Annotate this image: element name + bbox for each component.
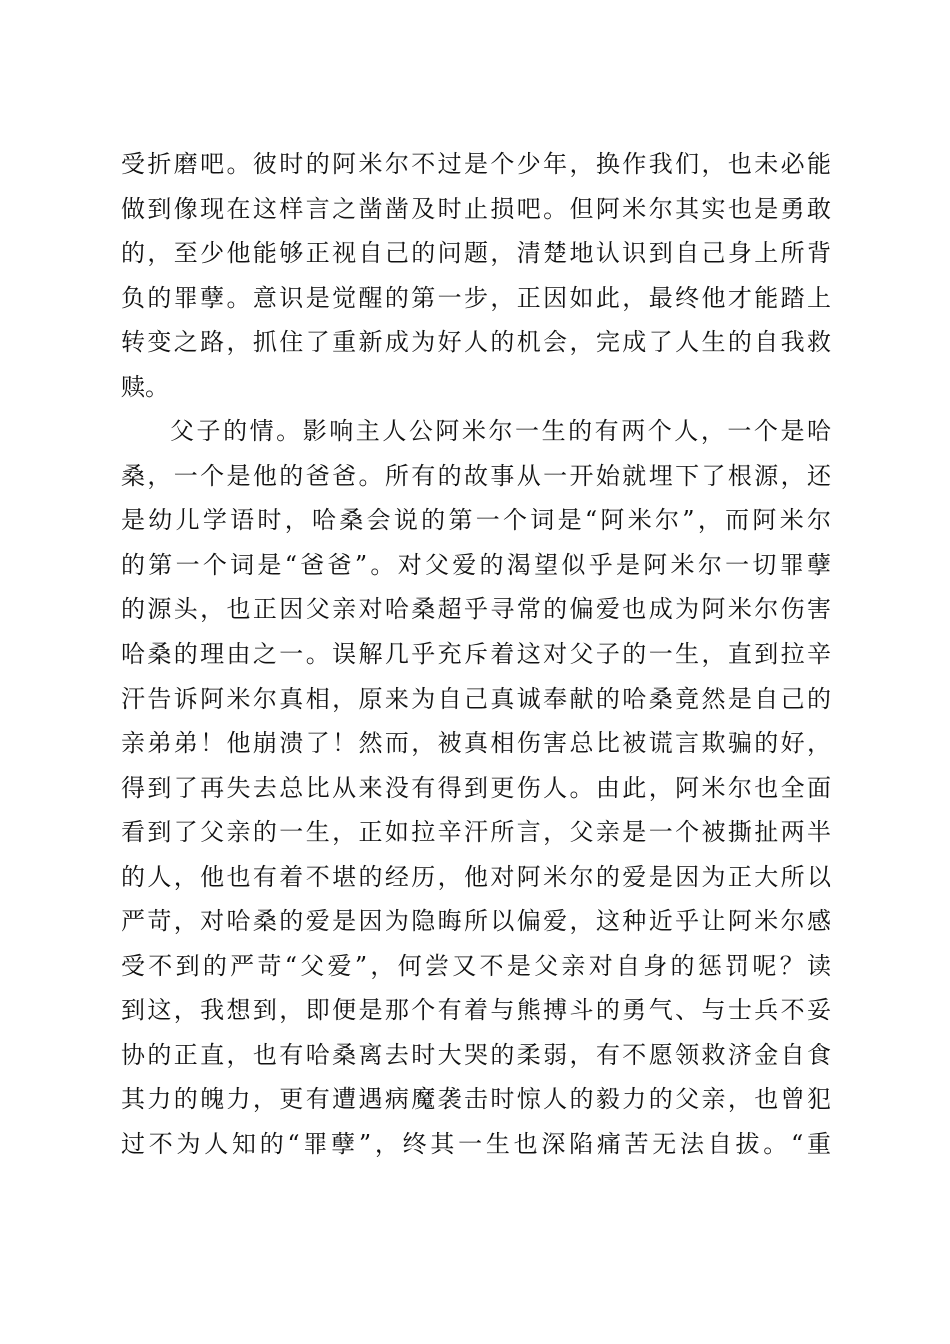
text-line: 汗告诉阿米尔真相，原来为自己真诚奉献的哈桑竟然是自己的 bbox=[121, 684, 831, 713]
text-line: 父子的情。影响主人公阿米尔一生的有两个人，一个是哈 bbox=[170, 417, 831, 446]
text-line: 其力的魄力，更有遭遇病魔袭击时惊人的毅力的父亲，也曾犯 bbox=[121, 1085, 831, 1114]
text-line: 协的正直，也有哈桑离去时大哭的柔弱，有不愿领救济金自食 bbox=[121, 1040, 831, 1069]
text-line: 看到了父亲的一生，正如拉辛汗所言，父亲是一个被撕扯两半 bbox=[121, 818, 831, 847]
text-line: 桑，一个是他的爸爸。所有的故事从一开始就埋下了根源，还 bbox=[121, 461, 831, 490]
text-line: 哈桑的理由之一。误解几乎充斥着这对父子的一生，直到拉辛 bbox=[121, 640, 831, 669]
text-line: 做到像现在这样言之凿凿及时止损吧。但阿米尔其实也是勇敢 bbox=[121, 194, 831, 223]
text-line: 受不到的严苛“父爱”，何尝又不是父亲对自身的惩罚呢？读 bbox=[121, 951, 831, 980]
paragraph-1 bbox=[121, 142, 831, 409]
text-line: 严苛，对哈桑的爱是因为隐晦所以偏爱，这种近乎让阿米尔感 bbox=[121, 907, 831, 936]
text-line: 负的罪孽。意识是觉醒的第一步，正因如此，最终他才能踏上 bbox=[121, 283, 831, 312]
text-line: 的人，他也有着不堪的经历，他对阿米尔的爱是因为正大所以 bbox=[121, 862, 831, 891]
text-line: 的，至少他能够正视自己的问题，清楚地认识到自己身上所背 bbox=[121, 239, 831, 268]
text-line: 的第一个词是“爸爸”。对父爱的渴望似乎是阿米尔一切罪孽 bbox=[121, 550, 831, 579]
text-line: 过不为人知的“罪孽”，终其一生也深陷痛苦无法自拔。“重 bbox=[121, 1130, 831, 1159]
paragraph-2 bbox=[121, 409, 831, 1166]
text-line: 是幼儿学语时，哈桑会说的第一个词是“阿米尔”，而阿米尔 bbox=[121, 506, 831, 535]
body-text bbox=[121, 142, 831, 1167]
text-line: 赎。 bbox=[121, 372, 169, 401]
text-line: 得到了再失去总比从来没有得到更伤人。由此，阿米尔也全面 bbox=[121, 773, 831, 802]
text-line: 转变之路，抓住了重新成为好人的机会，完成了人生的自我救 bbox=[121, 328, 831, 357]
text-line: 亲弟弟！他崩溃了！然而，被真相伤害总比被谎言欺骗的好， bbox=[121, 729, 831, 758]
text-line: 到这，我想到，即便是那个有着与熊搏斗的勇气、与士兵不妥 bbox=[121, 996, 831, 1025]
text-line: 的源头，也正因父亲对哈桑超乎寻常的偏爱也成为阿米尔伤害 bbox=[121, 595, 831, 624]
text-line: 受折磨吧。彼时的阿米尔不过是个少年，换作我们，也未必能 bbox=[121, 150, 831, 178]
